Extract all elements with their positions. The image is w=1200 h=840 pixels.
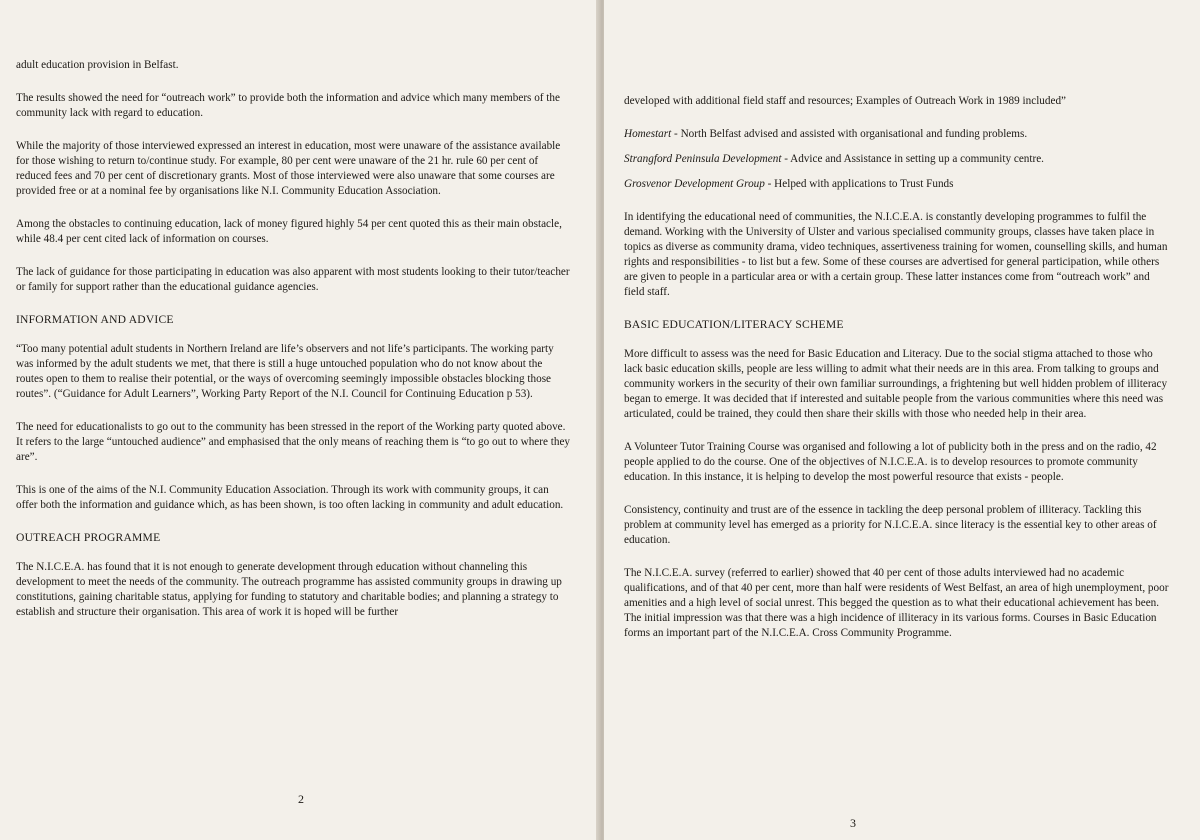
basic-paragraph-3: Consistency, continuity and trust are of the essence in tackling the deep personal problem of illiteracy. Tackling this problem at community level has emerged as a priority for N.I.C.E.A. since literacy is the essential key to other areas of education. bbox=[624, 504, 1157, 546]
left-paragraph-2: The results showed the need for “outreach work” to provide both the information and advice which many members of the community lack with regard to education. bbox=[16, 92, 560, 119]
outreach-paragraph: The N.I.C.E.A. has found that it is not enough to generate development through education without channeling this development to meet the needs of the community. The outreach programme has assisted community groups in drawing up constitutions, gaining charitable status, applying for funding to statutory and charitable bodies; and planning a strategy to establish and structure their organisation. This area of work it is hoped will be further bbox=[16, 561, 562, 618]
example-name: Homestart bbox=[624, 128, 672, 140]
page-number-left: 2 bbox=[298, 792, 304, 806]
heading-outreach-programme: OUTREACH PROGRAMME bbox=[16, 531, 161, 544]
example-text: - North Belfast advised and assisted with organisational and funding problems. bbox=[671, 128, 1028, 140]
basic-paragraph-2: A Volunteer Tutor Training Course was organised and following a lot of publicity both in the press and on the radio, 42 people applied to do the course. One of the objectives of N.I.C.E.A. is to develop resources to promote community education. In this instance, it is helping to develop the most powerful resource that exists - people. bbox=[624, 441, 1157, 483]
heading-basic-education: BASIC EDUCATION/LITERACY SCHEME bbox=[624, 318, 844, 331]
heading-information-and-advice: INFORMATION AND ADVICE bbox=[16, 313, 174, 326]
page-number-right: 3 bbox=[850, 816, 856, 830]
outreach-example-homestart bbox=[624, 127, 1170, 142]
outreach-example-strangford bbox=[624, 152, 1170, 167]
left-paragraph-3: While the majority of those interviewed expressed an interest in education, most were unaware of the assistance available for those wishing to return to/continue study. For example, 80 per cent were unaware of the 21 hr. rule 60 per cent of reduced fees and 70 per cent of discretionary grants. Most of those interviewed were also unaware that some courses are provided free or at a nominal fee by organisations like N.I. Community Education Association. bbox=[16, 140, 561, 197]
basic-paragraph-1: More difficult to assess was the need for Basic Education and Literacy. Due to the social stigma attached to those who lack basic education skills, people are less willing to admit what their needs are in this area. From talking to groups and community workers in the security of their own familiar surroundings, a frightening but well hidden problem of illiteracy began to emerge. It was decided that if interested and suitable people from the various communities where this need was articulated, could be trained, they could then share their skills with those who needed help in their area. bbox=[624, 348, 1168, 420]
right-page bbox=[604, 0, 1200, 840]
outreach-example-grosvenor bbox=[624, 177, 1170, 192]
left-paragraph-5: The lack of guidance for those participating in education was also apparent with most students looking to their tutor/teacher or family for support rather than the educational guidance agencies. bbox=[16, 266, 570, 293]
example-text: - Helped with applications to Trust Funds bbox=[764, 178, 954, 190]
programmes-paragraph: In identifying the educational need of communities, the N.I.C.E.A. is constantly developing programmes to fulfil the demand. Working with the University of Ulster and various specialised community groups, classes have taken place in topics as diverse as community drama, video techniques, assertiveness training for women, counselling skills, and human rights and responsibilities - to list but a few. Some of these courses are advertised for general participation, while others are given to people in a particular area or with a certain group. These latter instances come from “outreach work” and field staff. bbox=[624, 211, 1168, 298]
right-intro-paragraph: developed with additional field staff and resources; Examples of Outreach Work in 1989 included” bbox=[624, 95, 1067, 107]
info-paragraph-1: “Too many potential adult students in Northern Ireland are life’s observers and not life’s participants. The working party was informed by the adult students we met, that there is still a huge untouched population who do not know about the routes open to them to realise their potential, or the ways of overcoming seemingly impossible obstacles blocking those routes”. (“Guidance for Adult Learners”, Working Party Report of the N.I. Council for Continuing Education p 53). bbox=[16, 343, 554, 400]
example-name: Strangford Peninsula Development bbox=[624, 153, 782, 165]
info-paragraph-3: This is one of the aims of the N.I. Community Education Association. Through its work with community groups, it can offer both the information and guidance which, as has been shown, is too often lacking in community and adult education. bbox=[16, 484, 564, 511]
left-paragraph-1: adult education provision in Belfast. bbox=[16, 59, 179, 71]
example-text: - Advice and Assistance in setting up a community centre. bbox=[781, 153, 1044, 165]
left-paragraph-4: Among the obstacles to continuing education, lack of money figured highly 54 per cent quoted this as their main obstacle, while 48.4 per cent cited lack of information on courses. bbox=[16, 218, 562, 245]
info-paragraph-2: The need for educationalists to go out to the community has been stressed in the report of the Working party quoted above. It refers to the large “untouched audience” and emphasised that the only means of reaching them is “to go out to where they are”. bbox=[16, 421, 571, 463]
example-name: Grosvenor Development Group bbox=[624, 178, 765, 190]
basic-paragraph-4: The N.I.C.E.A. survey (referred to earlier) showed that 40 per cent of those adults interviewed had no academic qualifications, and of that 40 per cent, more than half were residents of West Belfast, an area of high unemployment, poor amenities and a high level of social unrest. This begged the question as to what their educational achievement has been. The initial impression was that there was a high incidence of illiteracy in its various forms. Courses in Basic Education forms an important part of the N.I.C.E.A. Cross Community Programme. bbox=[624, 567, 1169, 639]
